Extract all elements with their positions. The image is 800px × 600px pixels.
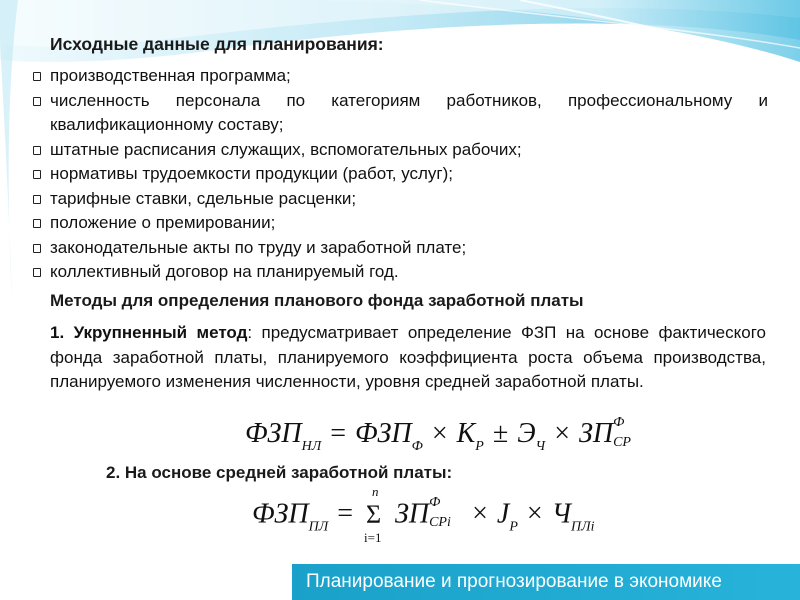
checkbox-bullet-icon xyxy=(33,195,41,204)
checkbox-bullet-icon xyxy=(33,244,41,253)
list-item: численность персонала по категориям работников, профессиональному и квалификационному составу; xyxy=(30,89,768,138)
checkbox-bullet-icon xyxy=(33,268,41,277)
method1-text: : предусматривает определение ФЗП на основе фактического фонда заработной платы, планируемого коэффициента роста объема производства, планируемого изменения численности, уровня средней заработной платы. xyxy=(50,323,766,391)
checkbox-bullet-icon xyxy=(33,146,41,155)
footer-banner: Планирование и прогнозирование в экономике xyxy=(292,564,800,600)
checkbox-bullet-icon xyxy=(33,72,41,81)
checkbox-bullet-icon xyxy=(33,219,41,228)
list-item: законодательные акты по труду и заработной плате; xyxy=(30,236,768,261)
method1-title: 1. Укрупненный метод xyxy=(50,323,248,342)
checkbox-bullet-icon xyxy=(33,97,41,106)
formula-aggregated: $ФЗП_{НЛ} = ФЗП_Ф \times К_Р \pm Э_Ч$ × ЗП Ф СР xyxy=(245,414,631,454)
list-item: производственная программа; xyxy=(30,64,768,89)
input-data-list xyxy=(30,64,768,285)
method2-heading: 2. На основе средней заработной платы: xyxy=(106,463,453,482)
checkbox-bullet-icon xyxy=(33,170,41,179)
list-item: тарифные ставки, сдельные расценки; xyxy=(30,187,768,212)
sum-sign: n Σ i=1 xyxy=(364,484,382,545)
input-data-heading: Исходные данные для планирования: xyxy=(50,34,384,54)
list-item: коллективный договор на планируемый год. xyxy=(30,260,768,285)
list-item: положение о премировании; xyxy=(30,211,768,236)
method1-paragraph xyxy=(50,321,766,395)
list-item: нормативы трудоемкости продукции (работ, услуг); xyxy=(30,162,768,187)
list-item: штатные расписания служащих, вспомогательных рабочих; xyxy=(30,138,768,163)
formula-average-wage: $ФЗП_{ПЛ}$ = n Σ i=1 ЗП Ф СРi × $J_Р \times Ч_{ПЛi}$ xyxy=(252,484,595,545)
methods-heading: Методы для определения планового фонда заработной платы xyxy=(50,291,584,310)
